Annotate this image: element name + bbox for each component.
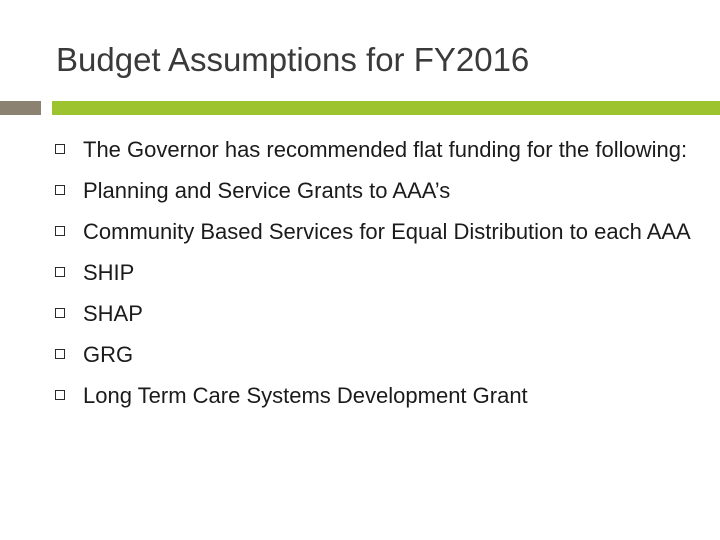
checkbox-square-icon bbox=[55, 308, 65, 318]
bullet-text: SHIP bbox=[83, 260, 135, 285]
title-rule-right-accent bbox=[52, 101, 720, 115]
bullet-text: GRG bbox=[83, 342, 134, 367]
checkbox-square-icon bbox=[55, 185, 65, 195]
bullet-list bbox=[55, 134, 705, 421]
bullet-item bbox=[55, 298, 705, 330]
checkbox-square-icon bbox=[55, 144, 65, 154]
bullet-item bbox=[55, 175, 705, 207]
bullet-item bbox=[55, 257, 705, 289]
checkbox-square-icon bbox=[55, 349, 65, 359]
bullet-text: SHAP bbox=[83, 301, 143, 326]
title-rule-left-accent bbox=[0, 101, 41, 115]
bullet-item bbox=[55, 380, 705, 412]
checkbox-square-icon bbox=[55, 226, 65, 236]
bullet-item bbox=[55, 339, 705, 371]
slide-title: Budget Assumptions for FY2016 bbox=[56, 41, 530, 78]
bullet-item bbox=[55, 134, 705, 166]
checkbox-square-icon bbox=[55, 390, 65, 400]
bullet-text: The Governor has recommended flat funding for the following: bbox=[83, 137, 688, 162]
bullet-item bbox=[55, 216, 705, 248]
bullet-text: Planning and Service Grants to AAA’s bbox=[83, 178, 451, 203]
bullet-text: Community Based Services for Equal Distribution to each AAA bbox=[83, 219, 691, 244]
checkbox-square-icon bbox=[55, 267, 65, 277]
bullet-text: Long Term Care Systems Development Grant bbox=[83, 383, 528, 408]
